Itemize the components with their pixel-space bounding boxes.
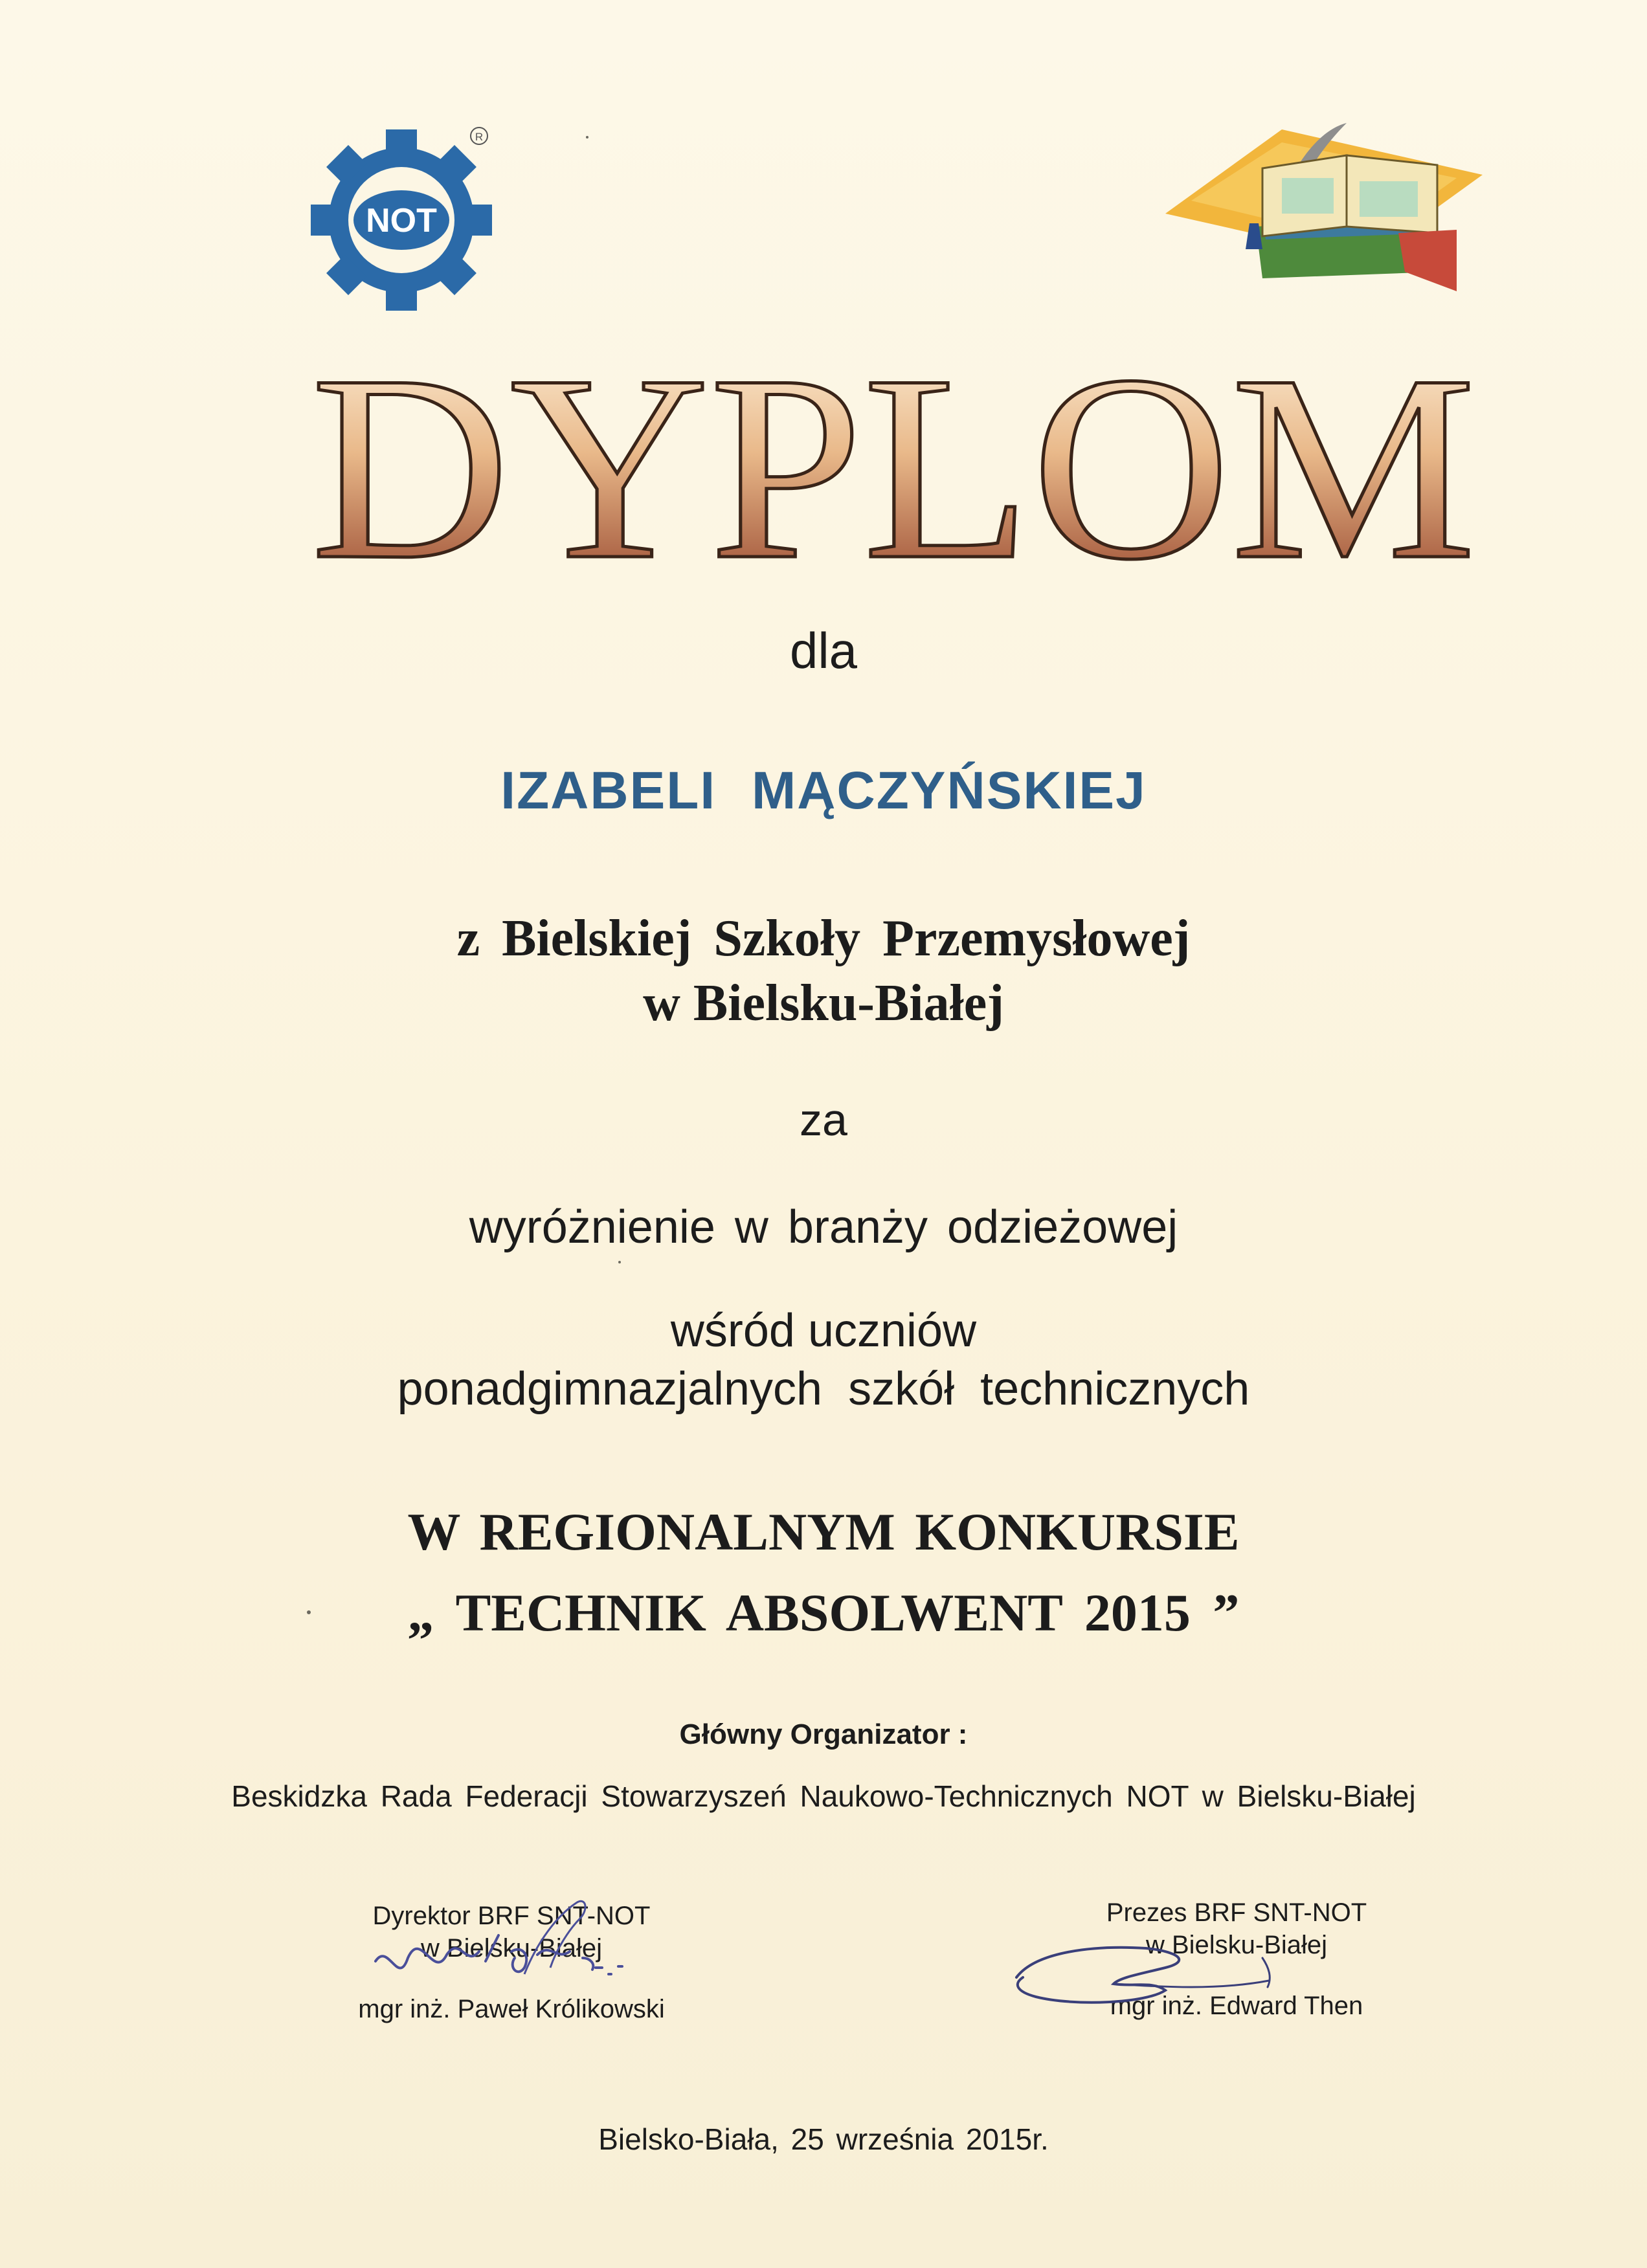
title-text: DYPLOM <box>311 350 1476 589</box>
recipient-name: IZABELI MĄCZYŃSKIEJ <box>500 761 1147 820</box>
organizer-label: Główny Organizator : <box>679 1718 968 1750</box>
za-text: za <box>800 1095 847 1145</box>
school-line-2: w Bielsku-Białej <box>643 975 1004 1032</box>
among-line-1: wśród uczniów <box>670 1305 977 1357</box>
issue-date: Bielsko-Biała, 25 września 2015r. <box>598 2122 1049 2156</box>
dla-text: dla <box>789 622 858 679</box>
signer-role: Dyrektor BRF SNT-NOT <box>372 1902 651 1930</box>
book-quill-logo-icon <box>1152 104 1489 298</box>
contest-line-2: „ TECHNIK ABSOLWENT 2015 ” <box>407 1583 1240 1642</box>
signer-place: w Bielsku-Białej <box>1145 1931 1328 1959</box>
paper-speck <box>307 1610 311 1614</box>
organizer-name: Beskidzka Rada Federacji Stowarzyszeń Naukowo-Technicznych NOT w Bielsku-Białej <box>231 1779 1416 1813</box>
not-gear-logo-icon <box>304 117 499 311</box>
logo-text: NOT <box>366 202 437 239</box>
signer-name: mgr inż. Paweł Królikowski <box>358 1995 665 2023</box>
distinction-text: wyróżnienie w branży odzieżowej <box>469 1201 1178 1253</box>
handwritten-signature-right <box>997 1932 1301 2016</box>
diploma-title <box>304 350 1483 589</box>
school-line-1: z Bielskiej Szkoły Przemysłowej <box>456 910 1191 967</box>
paper-speck <box>586 136 588 139</box>
signer-name: mgr inż. Edward Then <box>1110 1992 1363 2020</box>
paper-speck <box>618 1261 621 1263</box>
signer-role: Prezes BRF SNT-NOT <box>1106 1898 1367 1927</box>
among-line-2: ponadgimnazjalnych szkół technicznych <box>397 1363 1250 1415</box>
handwritten-signature-left <box>363 1890 667 2000</box>
registered-mark: R <box>475 131 484 143</box>
contest-line-1: W REGIONALNYM KONKURSIE <box>407 1502 1240 1561</box>
signer-place: w Bielsku-Białej <box>420 1934 603 1962</box>
